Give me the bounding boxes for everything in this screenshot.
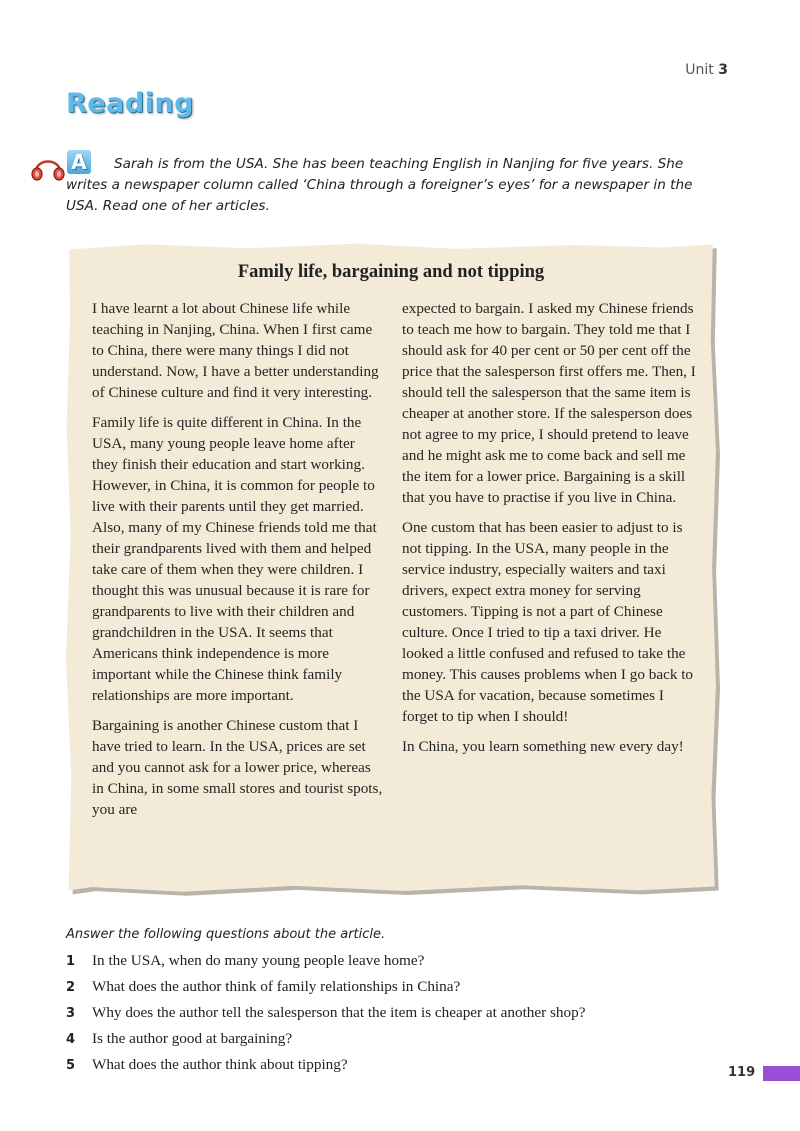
question-number: 2 <box>66 980 76 995</box>
question-item <box>66 1026 746 1052</box>
article-column-left <box>92 298 384 829</box>
questions-list <box>66 948 746 1078</box>
question-item <box>66 974 746 1000</box>
article-paragraph: Bargaining is another Chinese custom that I have tried to learn. In the USA, prices are set and you cannot ask for a lower price, whereas in China, in some small stores and tourist spots, you are <box>92 717 383 818</box>
question-text: Is the author good at bargaining? <box>92 1030 293 1047</box>
article-paragraph: expected to bargain. I asked my Chinese friends to teach me how to bargain. They told me that I should ask for 40 per cent or 50 per cent off the price that the salesperson first offers me. Then, I should tell the salesperson that the same item is cheaper at another store. If the salesperson does not agree to my price, I should pretend to leave and he might ask me to come back and sell me the item for a lower price. Bargaining is a skill that you have to practise if you live in China. <box>402 300 696 506</box>
unit-number: 3 <box>718 62 728 78</box>
question-text: Why does the author tell the salesperson that the item is cheaper at another shop? <box>92 1004 586 1021</box>
article-paragraph: Family life is quite different in China. In the USA, many young people leave home after they finish their education and start working. However, in China, it is common for people to live with their parents until they get married. Also, many of my Chinese friends told me that their grandparents lived with them and helped take care of them when they were children. I thought this was unusual because it is rare for grandparents to live with their children and grandchildren in the USA. It seems that Americans think independence is more important while the Chinese think family relationships are more important. <box>92 414 377 704</box>
unit-prefix: Unit <box>685 62 714 78</box>
question-number: 5 <box>66 1058 76 1073</box>
page-accent-bar <box>763 1066 800 1081</box>
task-intro: Sarah is from the USA. She has been teaching English in Nanjing for five years. She writes a newspaper column called ‘China through a foreigner’s eyes’ for a newspaper in the USA. Read one of her articles. <box>66 156 693 214</box>
section-title: Reading <box>66 88 194 119</box>
question-text: What does the author think of family relationships in China? <box>92 978 461 995</box>
headphones-icon <box>30 152 66 182</box>
task-letter-badge: A <box>67 150 91 174</box>
article-title: Family life, bargaining and not tipping <box>237 262 545 282</box>
article-paragraph: I have learnt a lot about Chinese life while teaching in Nanjing, China. When I first came to China, there were many things I did not understand. Now, I have a better understanding of Chinese culture and find it very interesting. <box>92 300 379 401</box>
page-number: 119 <box>728 1065 756 1080</box>
question-item <box>66 1000 746 1026</box>
questions-heading: Answer the following questions about the article. <box>66 927 386 942</box>
article-paragraph: One custom that has been easier to adjust to is not tipping. In the USA, many people in the service industry, especially waiters and taxi drivers, expect extra money for serving customers. Tipping is not a part of Chinese culture. Once I tried to tip a taxi driver. He looked a little confused and refused to take the money. This causes problems when I go back to the USA for vacation, because sometimes I forget to tip when I should! <box>402 519 694 725</box>
article-paragraph: In China, you learn something new every day! <box>402 738 684 755</box>
question-item <box>66 948 746 974</box>
question-number: 3 <box>66 1006 76 1021</box>
unit-label <box>685 62 728 78</box>
question-text: What does the author think about tipping? <box>92 1056 348 1073</box>
article-column-right <box>402 298 702 766</box>
question-item <box>66 1052 746 1078</box>
question-text: In the USA, when do many young people leave home? <box>92 952 425 969</box>
question-number: 1 <box>66 954 76 969</box>
question-number: 4 <box>66 1032 76 1047</box>
